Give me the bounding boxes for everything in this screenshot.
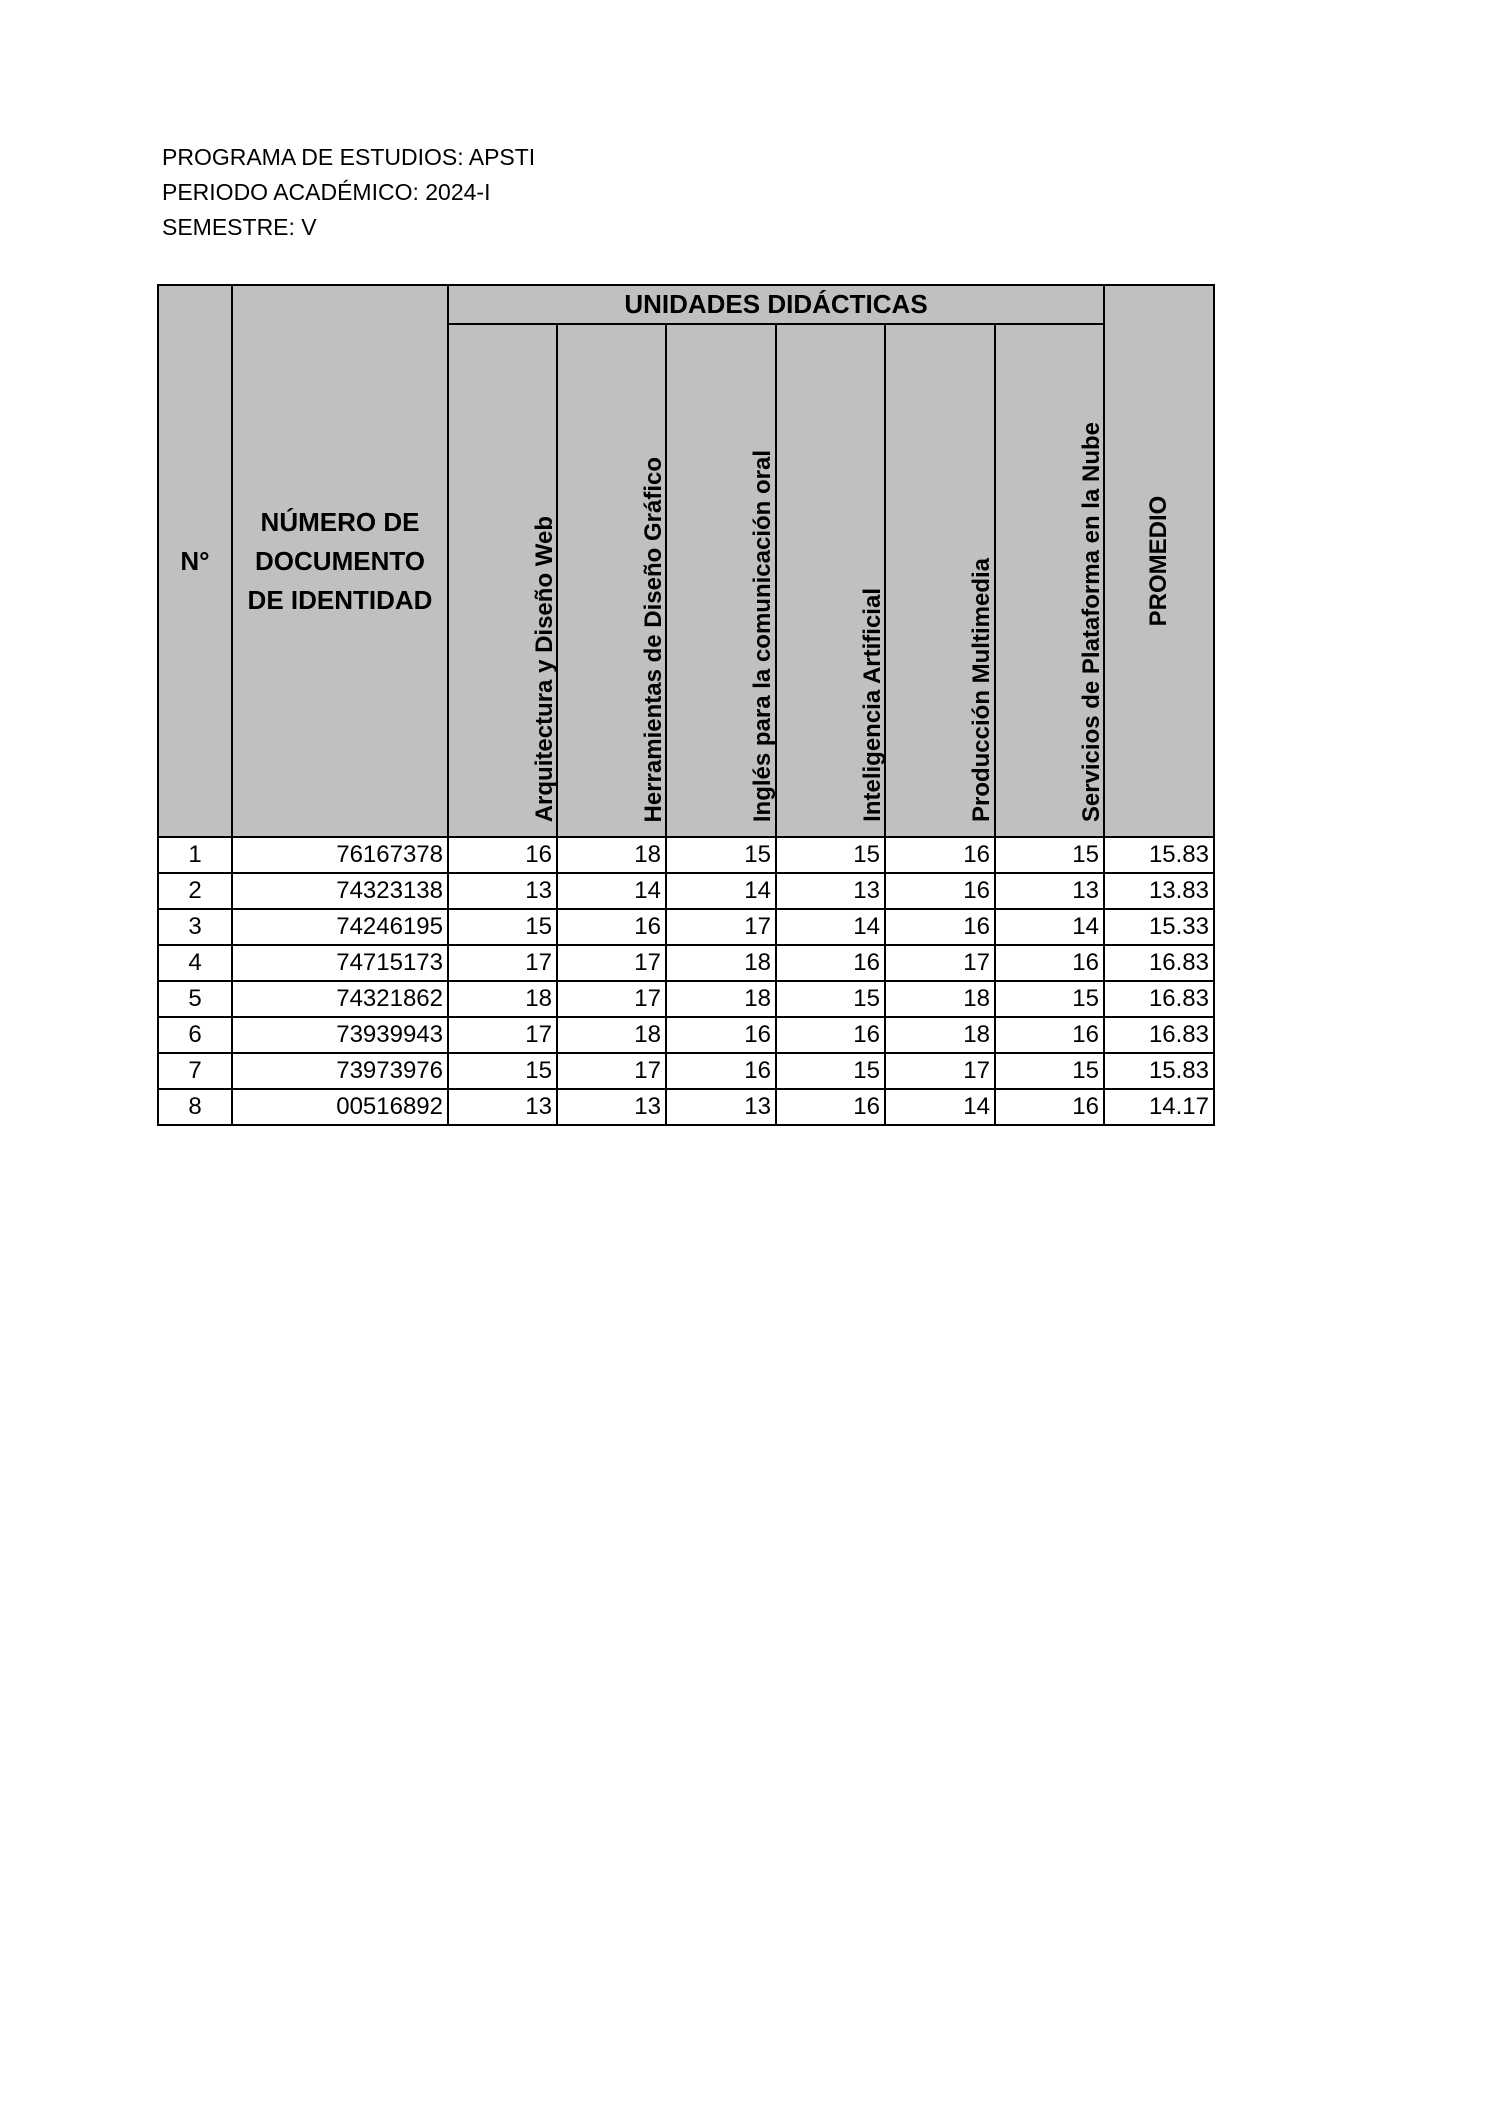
grade-cell: 17: [557, 981, 666, 1017]
table-row: [158, 873, 1214, 909]
grade-cell: 16: [995, 1089, 1104, 1125]
average-cell: 15.83: [1104, 837, 1214, 873]
table-row: [158, 909, 1214, 945]
table-row: [158, 1017, 1214, 1053]
grade-cell: 16: [666, 1017, 776, 1053]
grade-cell: 15: [448, 1053, 557, 1089]
document-number: 74715173: [232, 945, 448, 981]
grade-cell: 14: [666, 873, 776, 909]
grade-cell: 16: [995, 945, 1104, 981]
grade-cell: 18: [666, 945, 776, 981]
period-line: PERIODO ACADÉMICO: 2024-I: [162, 179, 491, 205]
header-document-line-2: DOCUMENTO: [255, 545, 425, 576]
grade-cell: 15: [448, 909, 557, 945]
row-number: 7: [158, 1053, 232, 1089]
grade-cell: 15: [666, 837, 776, 873]
subject-label: Producción Multimedia: [968, 557, 995, 822]
grade-cell: 18: [666, 981, 776, 1017]
document-number: 00516892: [232, 1089, 448, 1125]
row-number: 1: [158, 837, 232, 873]
table-header: [158, 285, 1214, 837]
subject-label: Inglés para la comunicación oral: [749, 449, 776, 822]
grade-cell: 16: [448, 837, 557, 873]
row-number: 4: [158, 945, 232, 981]
subject-label: Herramientas de Diseño Gráfico: [639, 456, 667, 822]
header-number: N°: [158, 285, 232, 837]
grade-cell: 16: [885, 909, 995, 945]
table-body: [158, 837, 1214, 1125]
grade-cell: 13: [776, 873, 885, 909]
row-number: 3: [158, 909, 232, 945]
document-number: 74323138: [232, 873, 448, 909]
grade-cell: 13: [448, 873, 557, 909]
grade-cell: 18: [448, 981, 557, 1017]
grade-cell: 16: [885, 873, 995, 909]
grade-cell: 18: [885, 1017, 995, 1053]
grade-cell: 17: [885, 945, 995, 981]
average-cell: 13.83: [1104, 873, 1214, 909]
grade-cell: 13: [666, 1089, 776, 1125]
grade-cell: 15: [995, 1053, 1104, 1089]
grade-cell: 15: [776, 1053, 885, 1089]
grade-cell: 17: [666, 909, 776, 945]
grade-cell: 18: [557, 837, 666, 873]
document-number: 73939943: [232, 1017, 448, 1053]
header-document: [232, 285, 448, 837]
header-units-group: UNIDADES DIDÁCTICAS: [448, 285, 1104, 324]
grades-table: [157, 284, 1215, 1126]
grade-cell: 15: [776, 981, 885, 1017]
document-number: 74246195: [232, 909, 448, 945]
average-cell: 16.83: [1104, 945, 1214, 981]
grade-cell: 14: [995, 909, 1104, 945]
grade-cell: 16: [557, 909, 666, 945]
document-number: 74321862: [232, 981, 448, 1017]
grade-cell: 18: [885, 981, 995, 1017]
header-document-line-1: NÚMERO DE: [260, 506, 420, 537]
grade-cell: 13: [448, 1089, 557, 1125]
subject-label: Arquitectura y Diseño Web: [530, 515, 558, 822]
grade-cell: 14: [557, 873, 666, 909]
table-row: [158, 981, 1214, 1017]
header-average-label: PROMEDIO: [1145, 495, 1172, 627]
subject-label: Inteligencia Artificial: [858, 588, 886, 822]
table-row: [158, 1053, 1214, 1089]
average-cell: 14.17: [1104, 1089, 1214, 1125]
grade-cell: 15: [995, 837, 1104, 873]
grade-cell: 17: [557, 945, 666, 981]
document-number: 76167378: [232, 837, 448, 873]
grade-cell: 16: [885, 837, 995, 873]
row-number: 5: [158, 981, 232, 1017]
grade-cell: 16: [995, 1017, 1104, 1053]
row-number: 8: [158, 1089, 232, 1125]
grade-cell: 17: [448, 945, 557, 981]
grade-cell: 16: [776, 1017, 885, 1053]
header-subject-2: [557, 324, 666, 837]
header-subject-4: [776, 324, 885, 837]
grade-cell: 13: [557, 1089, 666, 1125]
grade-cell: 15: [776, 837, 885, 873]
header-subject-3: [666, 324, 776, 837]
grade-cell: 18: [557, 1017, 666, 1053]
header-average: [1104, 285, 1214, 837]
grade-cell: 16: [666, 1053, 776, 1089]
average-cell: 16.83: [1104, 981, 1214, 1017]
grade-cell: 17: [557, 1053, 666, 1089]
document-header: [162, 140, 535, 245]
program-line: PROGRAMA DE ESTUDIOS: APSTI: [162, 144, 536, 170]
subject-label: Servicios de Plataforma en la Nube: [1077, 421, 1105, 822]
row-number: 6: [158, 1017, 232, 1053]
row-number: 2: [158, 873, 232, 909]
table-row: [158, 837, 1214, 873]
grade-cell: 15: [995, 981, 1104, 1017]
table-row: [158, 1089, 1214, 1125]
average-cell: 16.83: [1104, 1017, 1214, 1053]
grade-cell: 13: [995, 873, 1104, 909]
header-document-line-3: DE IDENTIDAD: [247, 584, 433, 615]
table-row: [158, 945, 1214, 981]
average-cell: 15.33: [1104, 909, 1214, 945]
grade-cell: 17: [448, 1017, 557, 1053]
grade-cell: 14: [885, 1089, 995, 1125]
grade-cell: 16: [776, 945, 885, 981]
semester-line: SEMESTRE: V: [162, 214, 317, 240]
header-subject-6: [995, 324, 1104, 837]
header-subject-5: [885, 324, 995, 837]
grade-cell: 14: [776, 909, 885, 945]
average-cell: 15.83: [1104, 1053, 1214, 1089]
grade-cell: 17: [885, 1053, 995, 1089]
document-number: 73973976: [232, 1053, 448, 1089]
grade-cell: 16: [776, 1089, 885, 1125]
header-subject-1: [448, 324, 557, 837]
